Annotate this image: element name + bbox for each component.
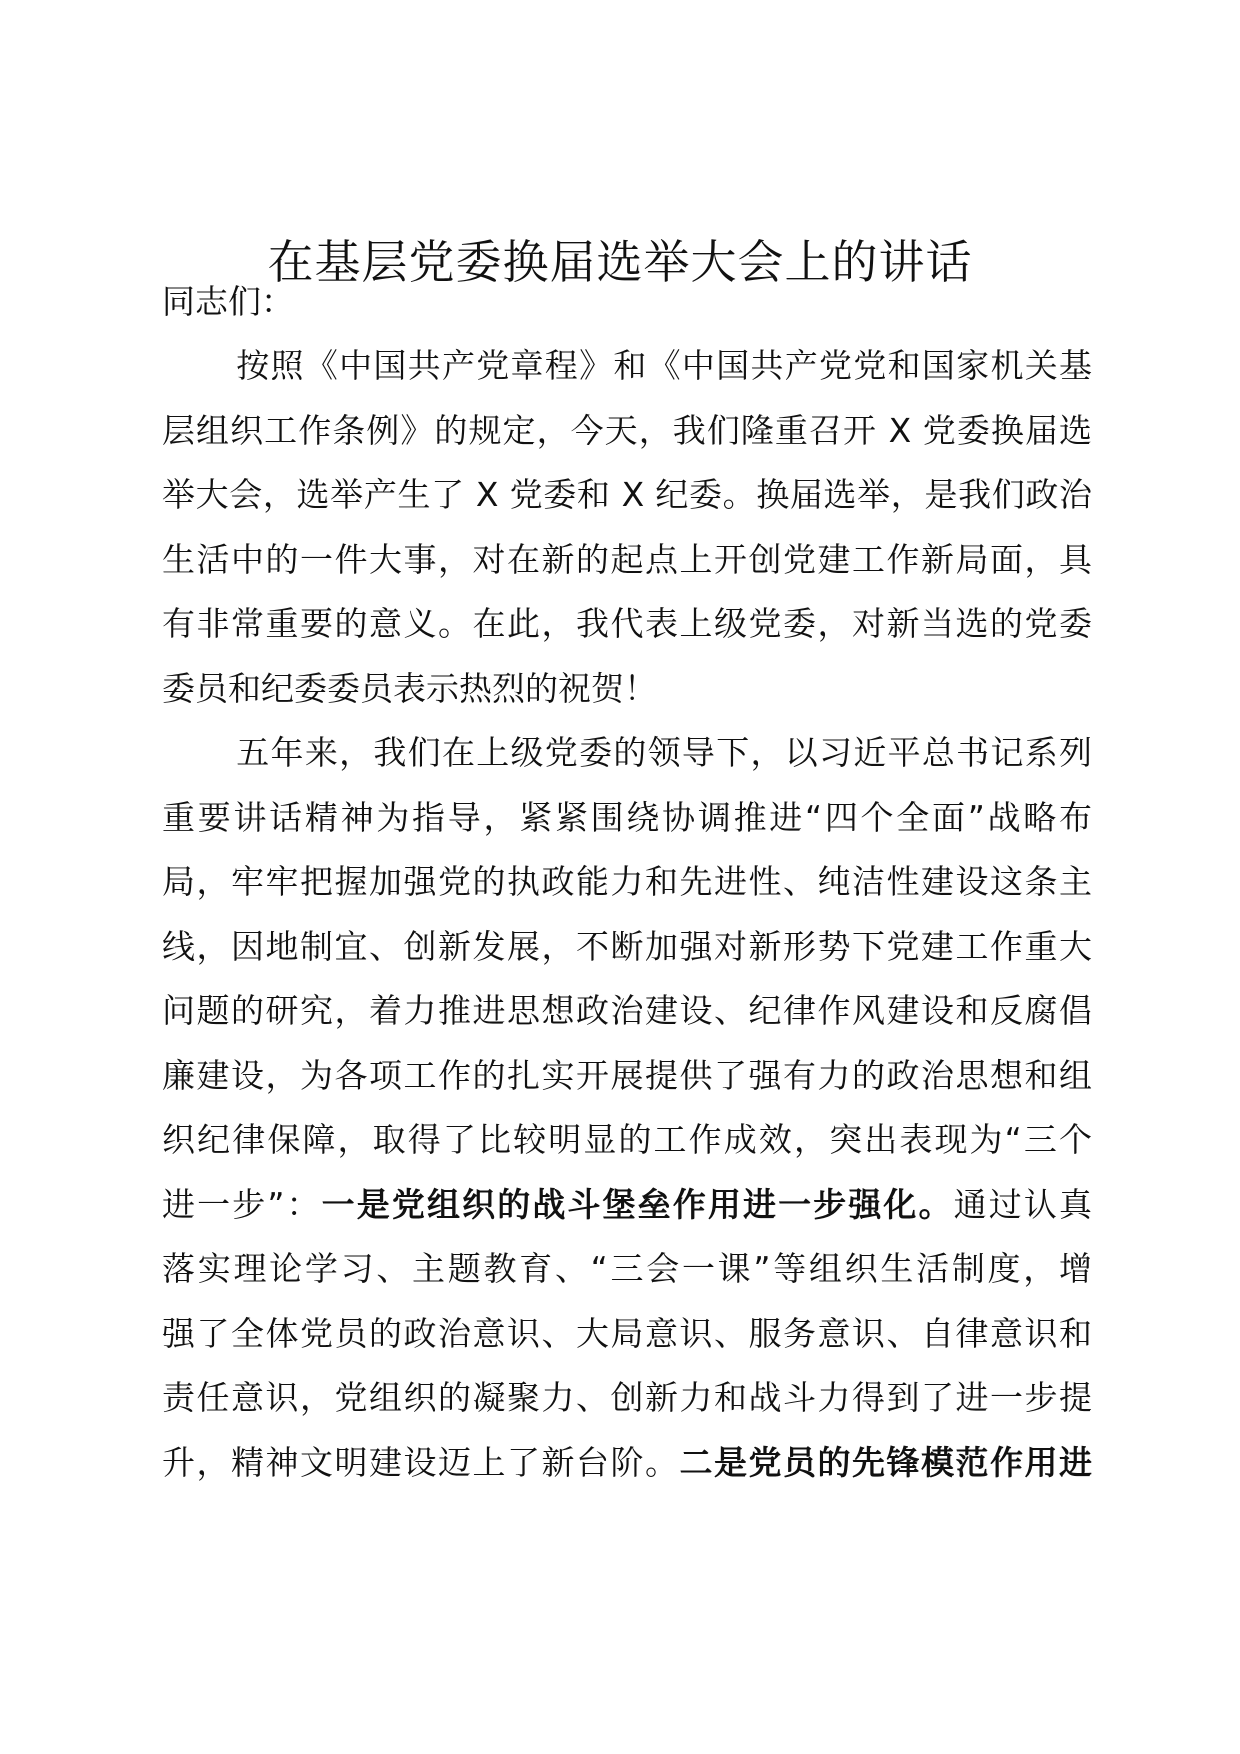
paragraph-2 <box>162 721 1092 1495</box>
paragraph-line: 有非常重要的意义。在此，我代表上级党委，对新当选的党委 <box>162 604 1092 643</box>
paragraph-line: 生活中的一件大事，对在新的起点上开创党建工作新局面，具 <box>162 539 1092 579</box>
paragraph-line: 局，牢牢把握加强党的执政能力和先进性、纯洁性建设这条主 <box>162 862 1092 901</box>
paragraph-line: 织纪律保障，取得了比较明显的工作成效，突出表现为“三个 <box>162 1120 1092 1159</box>
paragraph-line: 线，因地制宜、创新发展，不断加强对新形势下党建工作重大 <box>162 926 1092 966</box>
paragraph-line: 落实理论学习、主题教育、“三会一课”等组织生活制度，增 <box>162 1249 1092 1288</box>
bold-heading-1: 一是党组织的战斗堡垒作用进一步强化。 <box>321 1184 954 1224</box>
paragraph-line: 举大会，选举产生了 X 党委和 X 纪委。换届选举，是我们政治 <box>162 475 1092 514</box>
greeting: 同志们： <box>162 282 294 321</box>
paragraph-line: 廉建设，为各项工作的扎实开展提供了强有力的政治思想和组 <box>162 1055 1092 1095</box>
plain-text: 升，精神文明建设迈上了新台阶。 <box>162 1442 680 1482</box>
paragraph-line: 问题的研究，着力推进思想政治建设、纪律作风建设和反腐倡 <box>162 991 1092 1030</box>
plain-text: 通过认真 <box>953 1184 1093 1224</box>
paragraph-line: 责任意识，党组织的凝聚力、创新力和战斗力得到了进一步提 <box>162 1378 1092 1417</box>
bold-heading-2: 二是党员的先锋模范作用进 <box>679 1442 1092 1482</box>
paragraph-line: 层组织工作条例》的规定，今天，我们隆重召开 X 党委换届选 <box>162 410 1092 450</box>
paragraph-line: 强了全体党员的政治意识、大局意识、服务意识、自律意识和 <box>162 1313 1092 1353</box>
plain-text: 进一步”： <box>162 1184 322 1224</box>
paragraph-line: 委员和纪委委员表示热烈的祝贺！ <box>162 668 657 708</box>
paragraph-line: 五年来，我们在上级党委的领导下，以习近平总书记系列 <box>235 733 1092 772</box>
paragraph-1 <box>162 334 1092 721</box>
paragraph-line <box>162 1431 1092 1496</box>
paragraph-line: 重要讲话精神为指导，紧紧围绕协调推进“四个全面”战略布 <box>162 797 1092 837</box>
document-title: 在基层党委换届选举大会上的讲话 <box>267 235 973 289</box>
paragraph-line: 按照《中国共产党章程》和《中国共产党党和国家机关基 <box>235 346 1092 385</box>
paragraph-line <box>162 1173 1092 1238</box>
